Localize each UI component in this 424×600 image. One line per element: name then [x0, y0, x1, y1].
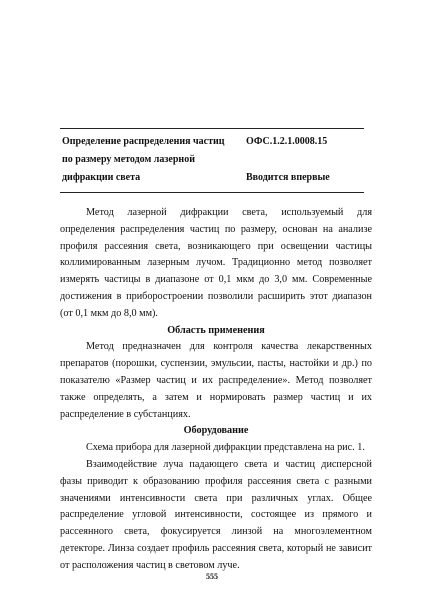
section-heading-equipment: Оборудование	[183, 425, 249, 437]
document-body	[60, 205, 372, 575]
section-heading-scope: Область применения	[167, 324, 265, 336]
header-top-rule	[60, 128, 364, 129]
document-code: ОФС.1.2.1.0008.15	[246, 136, 328, 147]
document-status: Вводится впервые	[246, 172, 330, 183]
document-title: Определение распределения частиц по размеру методом лазерной дифракции света	[62, 136, 225, 183]
page-number: 555	[206, 572, 218, 581]
header-bottom-rule	[60, 192, 364, 193]
paragraph-intro: Метод лазерной дифракции света, используемый для определения распределения частиц по размеру, основан на анализе профиля рассеяния света, возникающего при освещении частицы коллимированным лазерным лучом. Традиционно метод позволяет измерять частицы в диапазоне от 0,1 мкм до 3,0 мм. Современные достижения в приборостроении позволили расширить этот диапазон (от 0,1 мкм до 8,0 мм).	[60, 207, 372, 319]
paragraph-figure-reference: Схема прибора для лазерной дифракции представлена на рис. 1.	[86, 442, 365, 454]
paragraph-scope: Метод предназначен для контроля качества лекарственных препаратов (порошки, суспензии, эмульсии, пасты, настойки и др.) по показателю «Размер частиц и их распределение». Метод позволяет также определять, а затем и нормировать размер частиц и их распределение в субстанциях.	[60, 341, 372, 420]
paragraph-interaction: Взаимодействие луча падающего света и частиц дисперсной фазы приводит к образованию профиля рассеяния света с разными значениями интенсивности света при различных углах. Общее распределение угловой интенсивности, состоящее из прямого и рассеянного света, фокусируется линзой на многоэлементном детекторе. Линза создает профиль рассеяния света, который не зависит от расположения частиц в световом луче.	[60, 458, 372, 571]
